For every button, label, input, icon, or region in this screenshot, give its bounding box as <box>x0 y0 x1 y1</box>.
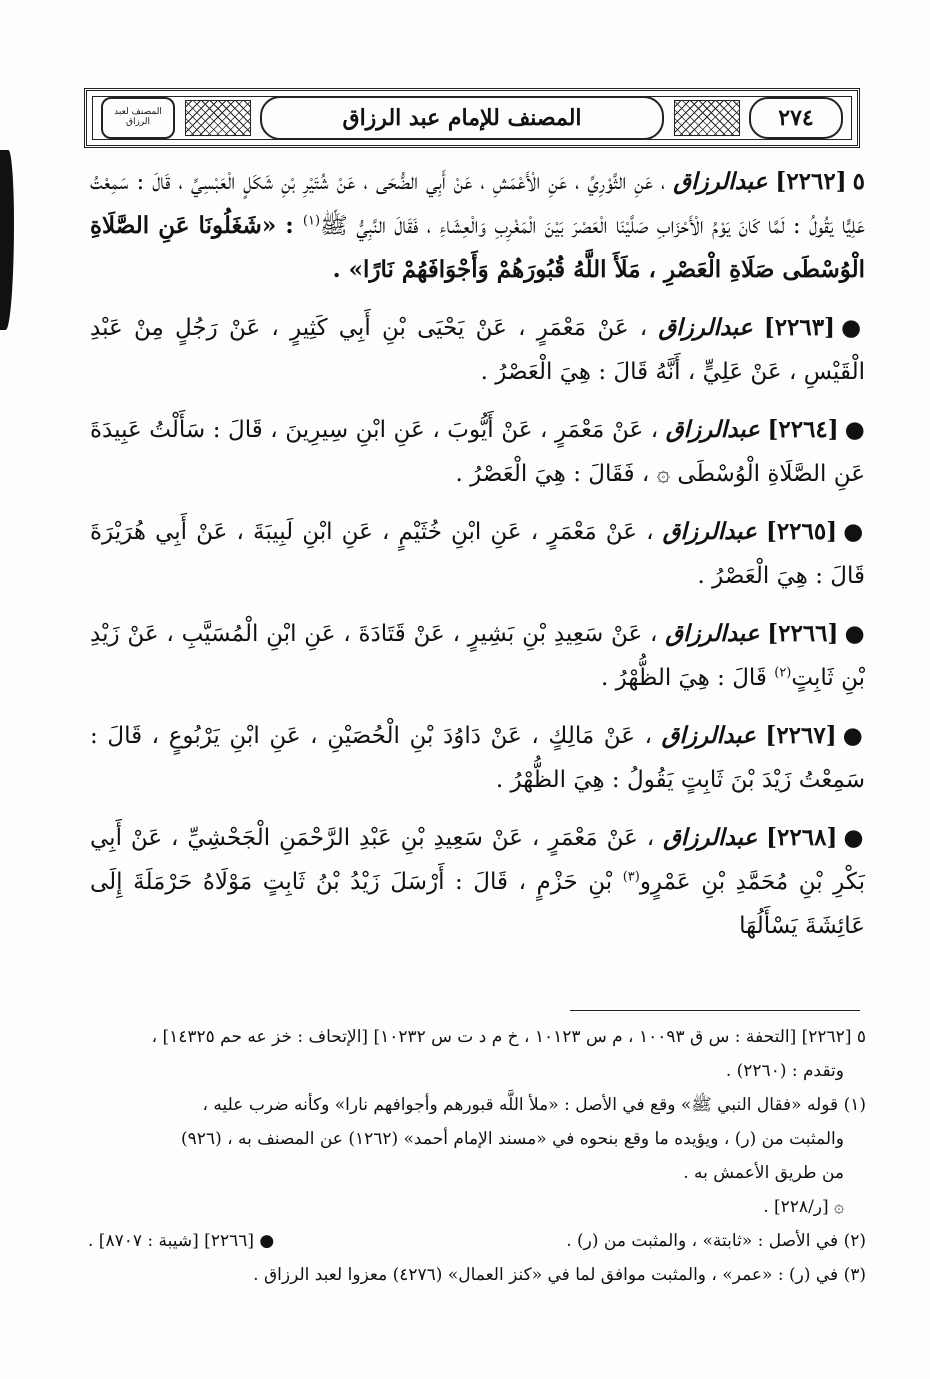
hadith-text-after: قَالَ : هِيَ الظُّهْرُ . <box>601 665 775 691</box>
footnote-1: (١) قوله «فقال النبي ﷺ» وقع في الأصل : «ملأ اللَّه قبورهم وأجوافهم نارا» وكأنه ضرب عليه ، <box>202 1095 866 1115</box>
hadith-number: [٢٢٦٥] <box>765 518 838 545</box>
hadith-2263 <box>90 306 865 394</box>
footnote-1-cont2: من طريق الأعمش به . <box>683 1163 844 1183</box>
hadith-2266 <box>90 612 865 700</box>
footnote-1-cont: والمثبت من (ر) ، ويؤيده ما وقع بنحوه في «مسند الإمام أحمد» (١٢٦٢) عن المصنف به ، (٩٢٦) <box>181 1129 844 1149</box>
hadith-marker: ٥ <box>852 168 865 195</box>
footnote-shayba: ● [٢٢٦٦] [شيبة : ٨٧٠٧] . <box>88 1231 275 1251</box>
running-title: المصنف للإمام عبد الرزاق <box>260 96 664 140</box>
hadith-number: [٢٢٦٦] <box>767 620 839 647</box>
scan-edge-mark <box>0 150 14 330</box>
hadith-2267 <box>90 714 865 802</box>
hadith-text: ، عَنْ مَالِكٍ ، عَنْ دَاوُدَ بْنِ الْحُصَيْنِ ، عَنِ ابْنِ يَرْبُوعٍ ، قَالَ : سَمِعْتُ زَيْدَ بْنَ ثَابِتٍ يَقُولُ : هِيَ الظُّهْرُ . <box>90 723 865 793</box>
hadith-text: ، عَنِ الثَّوْرِيِّ ، عَنِ الْأَعْمَشِ ، عَنْ أَبِي الضُّحَى ، عَنْ شُتَيْرِ بْنِ شَكَلٍ الْعَبْسِيِّ ، قَالَ : سَمِعْتُ عَلِيًّا يَقُولُ : لَمَّا كَانَ يَوْمُ الْأَحْزَابِ صَلَّيْنَا الْعَصْرَ بَيْنَ الْمَغْرِبِ وَالْعِشَاءِ ، فَقَالَ النَّبِيُّ ﷺ <box>90 169 865 239</box>
hadith-text: ، عَنْ مَعْمَرٍ ، عَنْ سَعِيدِ بْنِ عَبْدِ الرَّحْمَنِ الْجَحْشِيِّ ، عَنْ أَبِي بَكْرِ بْنِ مُحَمَّدِ بْنِ عَمْرٍو <box>90 825 865 895</box>
hadith-author: عبدالرزاق <box>665 620 760 647</box>
hadith-marker: ● <box>844 620 865 647</box>
hadith-author: عبدالرزاق <box>663 824 758 851</box>
footnote-2: (٢) في الأصل : «ثابتة» ، والمثبت من (ر) . <box>566 1231 866 1251</box>
hadith-2264 <box>90 408 865 496</box>
hadith-quote: : «شَغَلُونَا عَنِ الصَّلَاةِ الْوُسْطَى صَلَاةِ الْعَصْرِ ، مَلَأَ اللَّهُ قُبُورَهُمْ وَأَجْوَافَهُمْ نَارًا» . <box>90 212 865 283</box>
hadith-author: عبدالرزاق <box>673 168 768 195</box>
hadith-number: [٢٢٦٧] <box>765 722 837 749</box>
hadith-2268 <box>90 816 865 948</box>
hadith-text: ، عَنْ مَعْمَرٍ ، عَنْ يَحْيَى بْنِ أَبِي كَثِيرٍ ، عَنْ رَجُلٍ مِنْ عَبْدِ الْقَيْسِ ، عَنْ عَلِيٍّ ، أَنَّهُ قَالَ : هِيَ الْعَصْرُ . <box>90 315 865 385</box>
footnote-divider <box>570 1010 860 1011</box>
hadith-2262 <box>90 160 865 292</box>
page-number: ٢٧٤ <box>749 97 843 139</box>
footnote-ref: (١) <box>302 213 321 229</box>
ornament-right <box>674 100 740 136</box>
page-header <box>84 88 860 148</box>
footnotes <box>88 1020 866 1292</box>
hadith-number: [٢٢٦٢] <box>775 168 847 195</box>
hadith-text: ، عَنْ مَعْمَرٍ ، عَنْ أَيُّوبَ ، عَنِ ابْنِ سِيرِينَ ، قَالَ : سَأَلْتُ عَبِيدَةَ عَنِ الصَّلَاةِ الْوُسْطَى ۞ ، فَقَالَ : هِيَ الْعَصْرُ . <box>90 417 865 487</box>
hadith-number: [٢٢٦٣] <box>763 314 836 341</box>
footnote-3: (٣) في (ر) : «عمر» ، والمثبت موافق لما في «كنز العمال» (٤٢٧٦) معزوا لعبد الرزاق . <box>253 1265 866 1285</box>
footnote-ref: (٣) <box>622 869 640 885</box>
hadith-marker: ● <box>843 518 866 545</box>
hadith-author: عبدالرزاق <box>665 416 760 443</box>
seal-logo <box>101 97 175 139</box>
seal-text: المصنف لعبد الرزاق <box>114 107 162 127</box>
hadith-marker: ● <box>844 416 865 443</box>
footnote-row <box>88 1224 866 1258</box>
hadith-2265 <box>90 510 865 598</box>
footnote-sources: ٥ [٢٢٦٢] [التحفة : س ق ١٠٠٩٣ ، م س ١٠١٢٣ ، خ م د ت س ١٠٢٣٢] [الإتحاف : خز عه حم ١٤٣٢٥] ، <box>151 1027 866 1047</box>
hadith-number: [٢٢٦٨] <box>766 824 838 851</box>
hadith-marker: ● <box>843 824 866 851</box>
hadith-author: عبدالرزاق <box>658 314 753 341</box>
ornament-left <box>185 100 251 136</box>
hadith-marker: ● <box>842 722 865 749</box>
footnote-sources-cont: وتقدم : (٢٢٦٠) . <box>725 1061 844 1081</box>
hadith-author: عبدالرزاق <box>662 518 757 545</box>
hadith-text: ، عَنْ سَعِيدِ بْنِ بَشِيرٍ ، عَنْ قَتَادَةَ ، عَنِ ابْنِ الْمُسَيَّبِ ، عَنْ زَيْدِ بْنِ ثَابِتٍ <box>90 621 865 691</box>
footnote-page-ref: ۞ [ر/٢٢٨] . <box>763 1197 844 1217</box>
hadith-marker: ● <box>841 314 865 341</box>
hadith-text: ، عَنْ مَعْمَرٍ ، عَنِ ابْنِ خُثَيْمٍ ، عَنِ ابْنِ لَبِيبَةَ ، عَنْ أَبِي هُرَيْرَةَ قَالَ : هِيَ الْعَصْرُ . <box>90 519 865 589</box>
main-text <box>90 160 865 962</box>
hadith-number: [٢٢٦٤] <box>767 416 839 443</box>
hadith-text-after: بْنِ حَزْمٍ ، قَالَ : أَرْسَلَ زَيْدُ بْنُ ثَابِتٍ مَوْلَاهُ حَرْمَلَةَ إِلَى عَائِشَةَ يَسْأَلُهَا <box>90 869 865 939</box>
hadith-author: عبدالرزاق <box>661 722 756 749</box>
footnote-ref: (٢) <box>774 665 792 681</box>
